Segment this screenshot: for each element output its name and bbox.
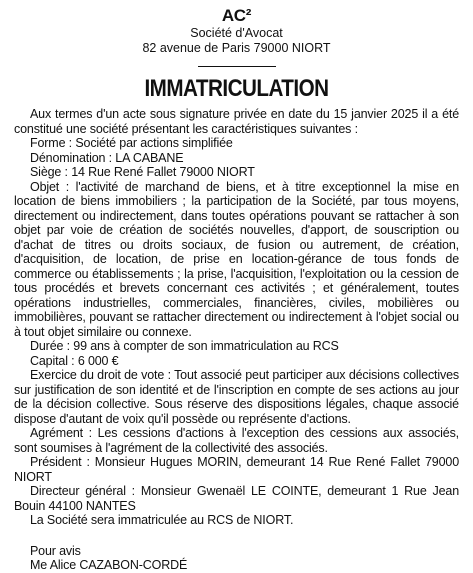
capital-line: Capital : 6 000 €	[30, 353, 119, 368]
notice-title: IMMATRICULATION	[144, 75, 329, 102]
spacer	[14, 528, 459, 544]
signature-name: Me Alice CAZABON-CORDÉ	[30, 558, 188, 572]
forme-line: Forme : Société par actions simplifiée	[30, 136, 233, 150]
firm-type: Société d'Avocat	[190, 26, 283, 40]
firm-name: AC²	[221, 6, 252, 25]
agrement-paragraph: Agrément : Les cessions d'actions à l'exception des cessions aux associés, sont soumises à l'agrément de la collectivité des associés.	[14, 426, 459, 455]
intro-paragraph: Aux termes d'un acte sous signature privée en date du 15 janvier 2025 il a été constitué une société présentant les caractéristiques suivantes :	[14, 107, 459, 136]
directeur-line: Directeur général : Monsieur Gwenaël LE COINTE, demeurant 1 Rue Jean Bouin 44100 NANTES	[14, 484, 459, 513]
vote-paragraph: Exercice du droit de vote : Tout associé peut participer aux décisions collectives sur justification de son identité et de l'inscription en compte de ses actions au jour de la décision collective. Sous réserve des dispositions légales, chaque associé dispose d'autant de voix qu'il possède ou représente d'actions.	[14, 368, 459, 426]
denomination-line: Dénomination : LA CABANE	[30, 150, 184, 165]
duree-line: Durée : 99 ans à compter de son immatriculation au RCS	[30, 339, 339, 353]
objet-paragraph: Objet : l'activité de marchand de biens, et à titre exceptionnel la mise en location de biens immobiliers ; la participation de la Société, par tous moyens, directement ou indirectement, dans toutes opérations pouvant se rattacher à son objet par voie de création de sociétés nouvelles, d'apport, de souscription ou d'achat de titres ou droits sociaux, de fusion ou autrement, de création, d'acquisition, de location, de prise en location-gérance de tous fonds de commerce ou établissements ; la prise, l'acquisition, l'exploitation ou la cession de tous procédés et brevets concernant ces activités ; et généralement, toutes opérations industrielles, commerciales, financières, civiles, mobilières ou immobilières, pouvant se rattacher directement ou indirectement à l'objet social ou à tout objet similaire ou connexe.	[14, 179, 459, 339]
signature-pour-avis: Pour avis	[30, 543, 81, 558]
notice-body	[14, 107, 459, 573]
header-divider	[198, 66, 276, 67]
president-line: Président : Monsieur Hugues MORIN, demeurant 14 Rue René Fallet 79000 NIORT	[14, 455, 459, 484]
siege-line: Siège : 14 Rue René Fallet 79000 NIORT	[30, 165, 255, 179]
rcs-line: La Société sera immatriculée au RCS de NIORT.	[30, 513, 294, 527]
firm-address: 82 avenue de Paris 79000 NIORT	[142, 41, 331, 55]
